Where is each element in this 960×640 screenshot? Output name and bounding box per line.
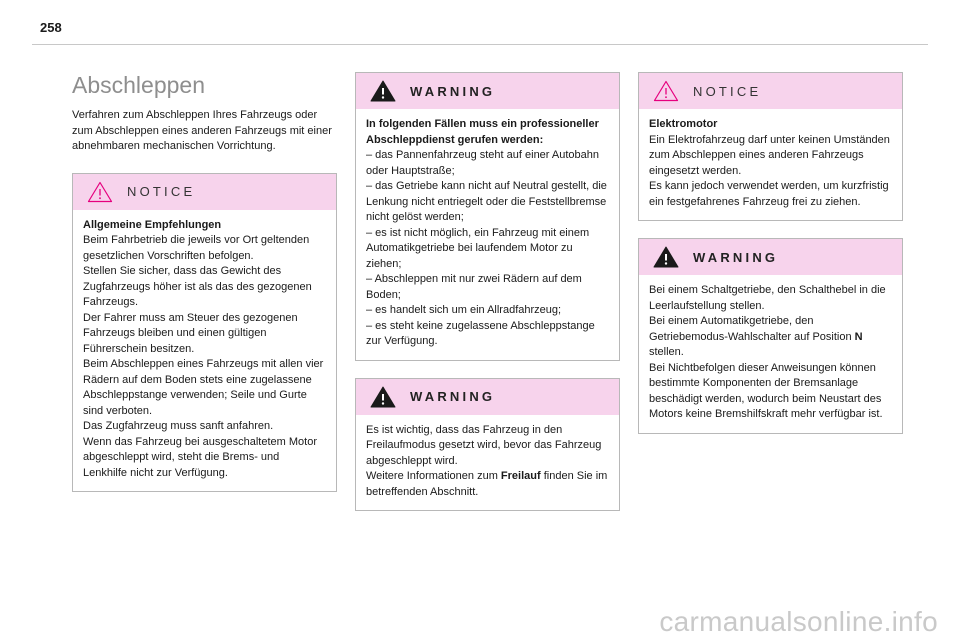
notice-box-electric: [638, 72, 903, 221]
warning-header: [356, 379, 619, 415]
watermark: carmanualsonline.info: [659, 606, 938, 637]
warning-body: [356, 415, 619, 511]
notice-line: Wenn das Fahrzeug bei ausgeschaltetem Motor abgeschleppt wird, steht die Brems- und Lenkhilfe nicht zur Verfügung.: [83, 435, 317, 479]
warning-triangle-filled-icon: [370, 386, 396, 408]
notice-line: Das Zugfahrzeug muss sanft anfahren.: [83, 420, 274, 432]
warning-header: [639, 239, 902, 275]
warning-item: – es handelt sich um ein Allradfahrzeug;: [366, 304, 562, 316]
notice-header: [73, 174, 336, 210]
warning-item: – das Pannenfahrzeug steht auf einer Autobahn oder Hauptstraße;: [366, 149, 600, 177]
notice-line: Ein Elektrofahrzeug darf unter keinen Umständen zum Abschleppen eines anderen Fahrzeugs eingesetzt werden.: [649, 133, 890, 177]
warning-box-professional: [355, 72, 620, 361]
column-right: [638, 72, 903, 451]
reference-keyword: Freilauf: [500, 470, 541, 482]
warning-body: [356, 109, 619, 360]
warning-item: – es ist nicht möglich, ein Fahrzeug mit einem Automatikgetriebe bei laufendem Motor zu ziehen;: [366, 226, 590, 270]
notice-title: NOTICE: [693, 83, 762, 99]
warning-title: WARNING: [693, 249, 779, 265]
warning-body: [639, 275, 902, 433]
warning-text-position: [649, 314, 892, 361]
warning-triangle-filled-icon: [653, 246, 679, 268]
section-intro: Verfahren zum Abschleppen Ihres Fahrzeugs oder zum Abschleppen eines anderen Fahrzeugs mit einer abnehmbaren mechanischen Vorrichtung.: [72, 109, 332, 152]
header-divider: [32, 44, 928, 45]
position-keyword: N: [854, 330, 863, 343]
warning-text: Bei einem Schaltgetriebe, den Schalthebel in die Leerlaufstellung stellen.: [649, 284, 886, 312]
warning-header: [356, 73, 619, 109]
warning-text: Es ist wichtig, dass das Fahrzeug in den Freilaufmodus gesetzt wird, bevor das Fahrzeug abgeschleppt wird.: [366, 423, 602, 467]
warning-triangle-outline-icon: [87, 181, 113, 203]
warning-title: WARNING: [410, 83, 496, 99]
notice-body: [73, 210, 336, 492]
warning-box-freewheel: [355, 378, 620, 512]
notice-heading: Elektromotor: [649, 118, 718, 130]
column-left: [72, 72, 337, 509]
warning-triangle-outline-icon: [653, 80, 679, 102]
notice-title: NOTICE: [127, 184, 196, 199]
warning-text-reference: [366, 469, 609, 500]
warning-triangle-filled-icon: [370, 80, 396, 102]
notice-heading: Allgemeine Empfehlungen: [83, 218, 222, 231]
warning-heading: In folgenden Fällen muss ein professioneller Abschleppdienst gerufen werden:: [366, 118, 599, 146]
warning-item: – Abschleppen mit nur zwei Rädern auf dem Boden;: [366, 273, 582, 301]
warning-box-gearbox: [638, 238, 903, 434]
notice-body: [639, 109, 902, 220]
notice-line: Beim Abschleppen eines Fahrzeugs mit allen vier Rädern auf dem Boden stets eine zugelassene Abschleppstange verwenden; Seile und Gurte sind verboten.: [83, 358, 324, 417]
position-prefix: Bei einem Automatikgetriebe, den Getriebemodus-Wahlschalter auf Position: [649, 315, 855, 343]
warning-text: Bei Nichtbefolgen dieser Anweisungen können bestimmte Komponenten der Bremsanlage beschädigt werden, wodurch beim Neustart des Motors keine Bremshilfskraft mehr verfügbar ist.: [649, 361, 883, 420]
notice-header: [639, 73, 902, 109]
column-middle: [355, 72, 620, 528]
warning-item: – das Getriebe kann nicht auf Neutral gestellt, die Lenkung nicht entriegelt oder die Feststellbremse nicht gelöst werden;: [366, 180, 607, 223]
page-number: 258: [40, 20, 62, 35]
section-title: Abschleppen: [72, 72, 205, 98]
position-suffix: stellen.: [649, 346, 684, 358]
notice-line: Stellen Sie sicher, dass das Gewicht des Zugfahrzeugs höher ist als das des gezogenen Fahrzeugs.: [83, 265, 312, 308]
notice-box-general: [72, 173, 337, 493]
reference-prefix: Weitere Informationen zum: [366, 470, 501, 482]
warning-title: WARNING: [410, 389, 496, 404]
notice-line: Der Fahrer muss am Steuer des gezogenen Fahrzeugs bleiben und einen gültigen Führerschein besitzen.: [83, 311, 298, 355]
notice-line: Es kann jedoch verwendet werden, um kurzfristig ein festgefahrenes Fahrzeug frei zu ziehen.: [649, 180, 889, 208]
warning-item: – es steht keine zugelassene Abschleppstange zur Verfügung.: [366, 319, 595, 347]
notice-line: Beim Fahrbetrieb die jeweils vor Ort geltenden gesetzlichen Vorschriften befolgen.: [83, 234, 310, 262]
reference-suffix: finden Sie im betreffenden Abschnitt.: [366, 470, 608, 498]
